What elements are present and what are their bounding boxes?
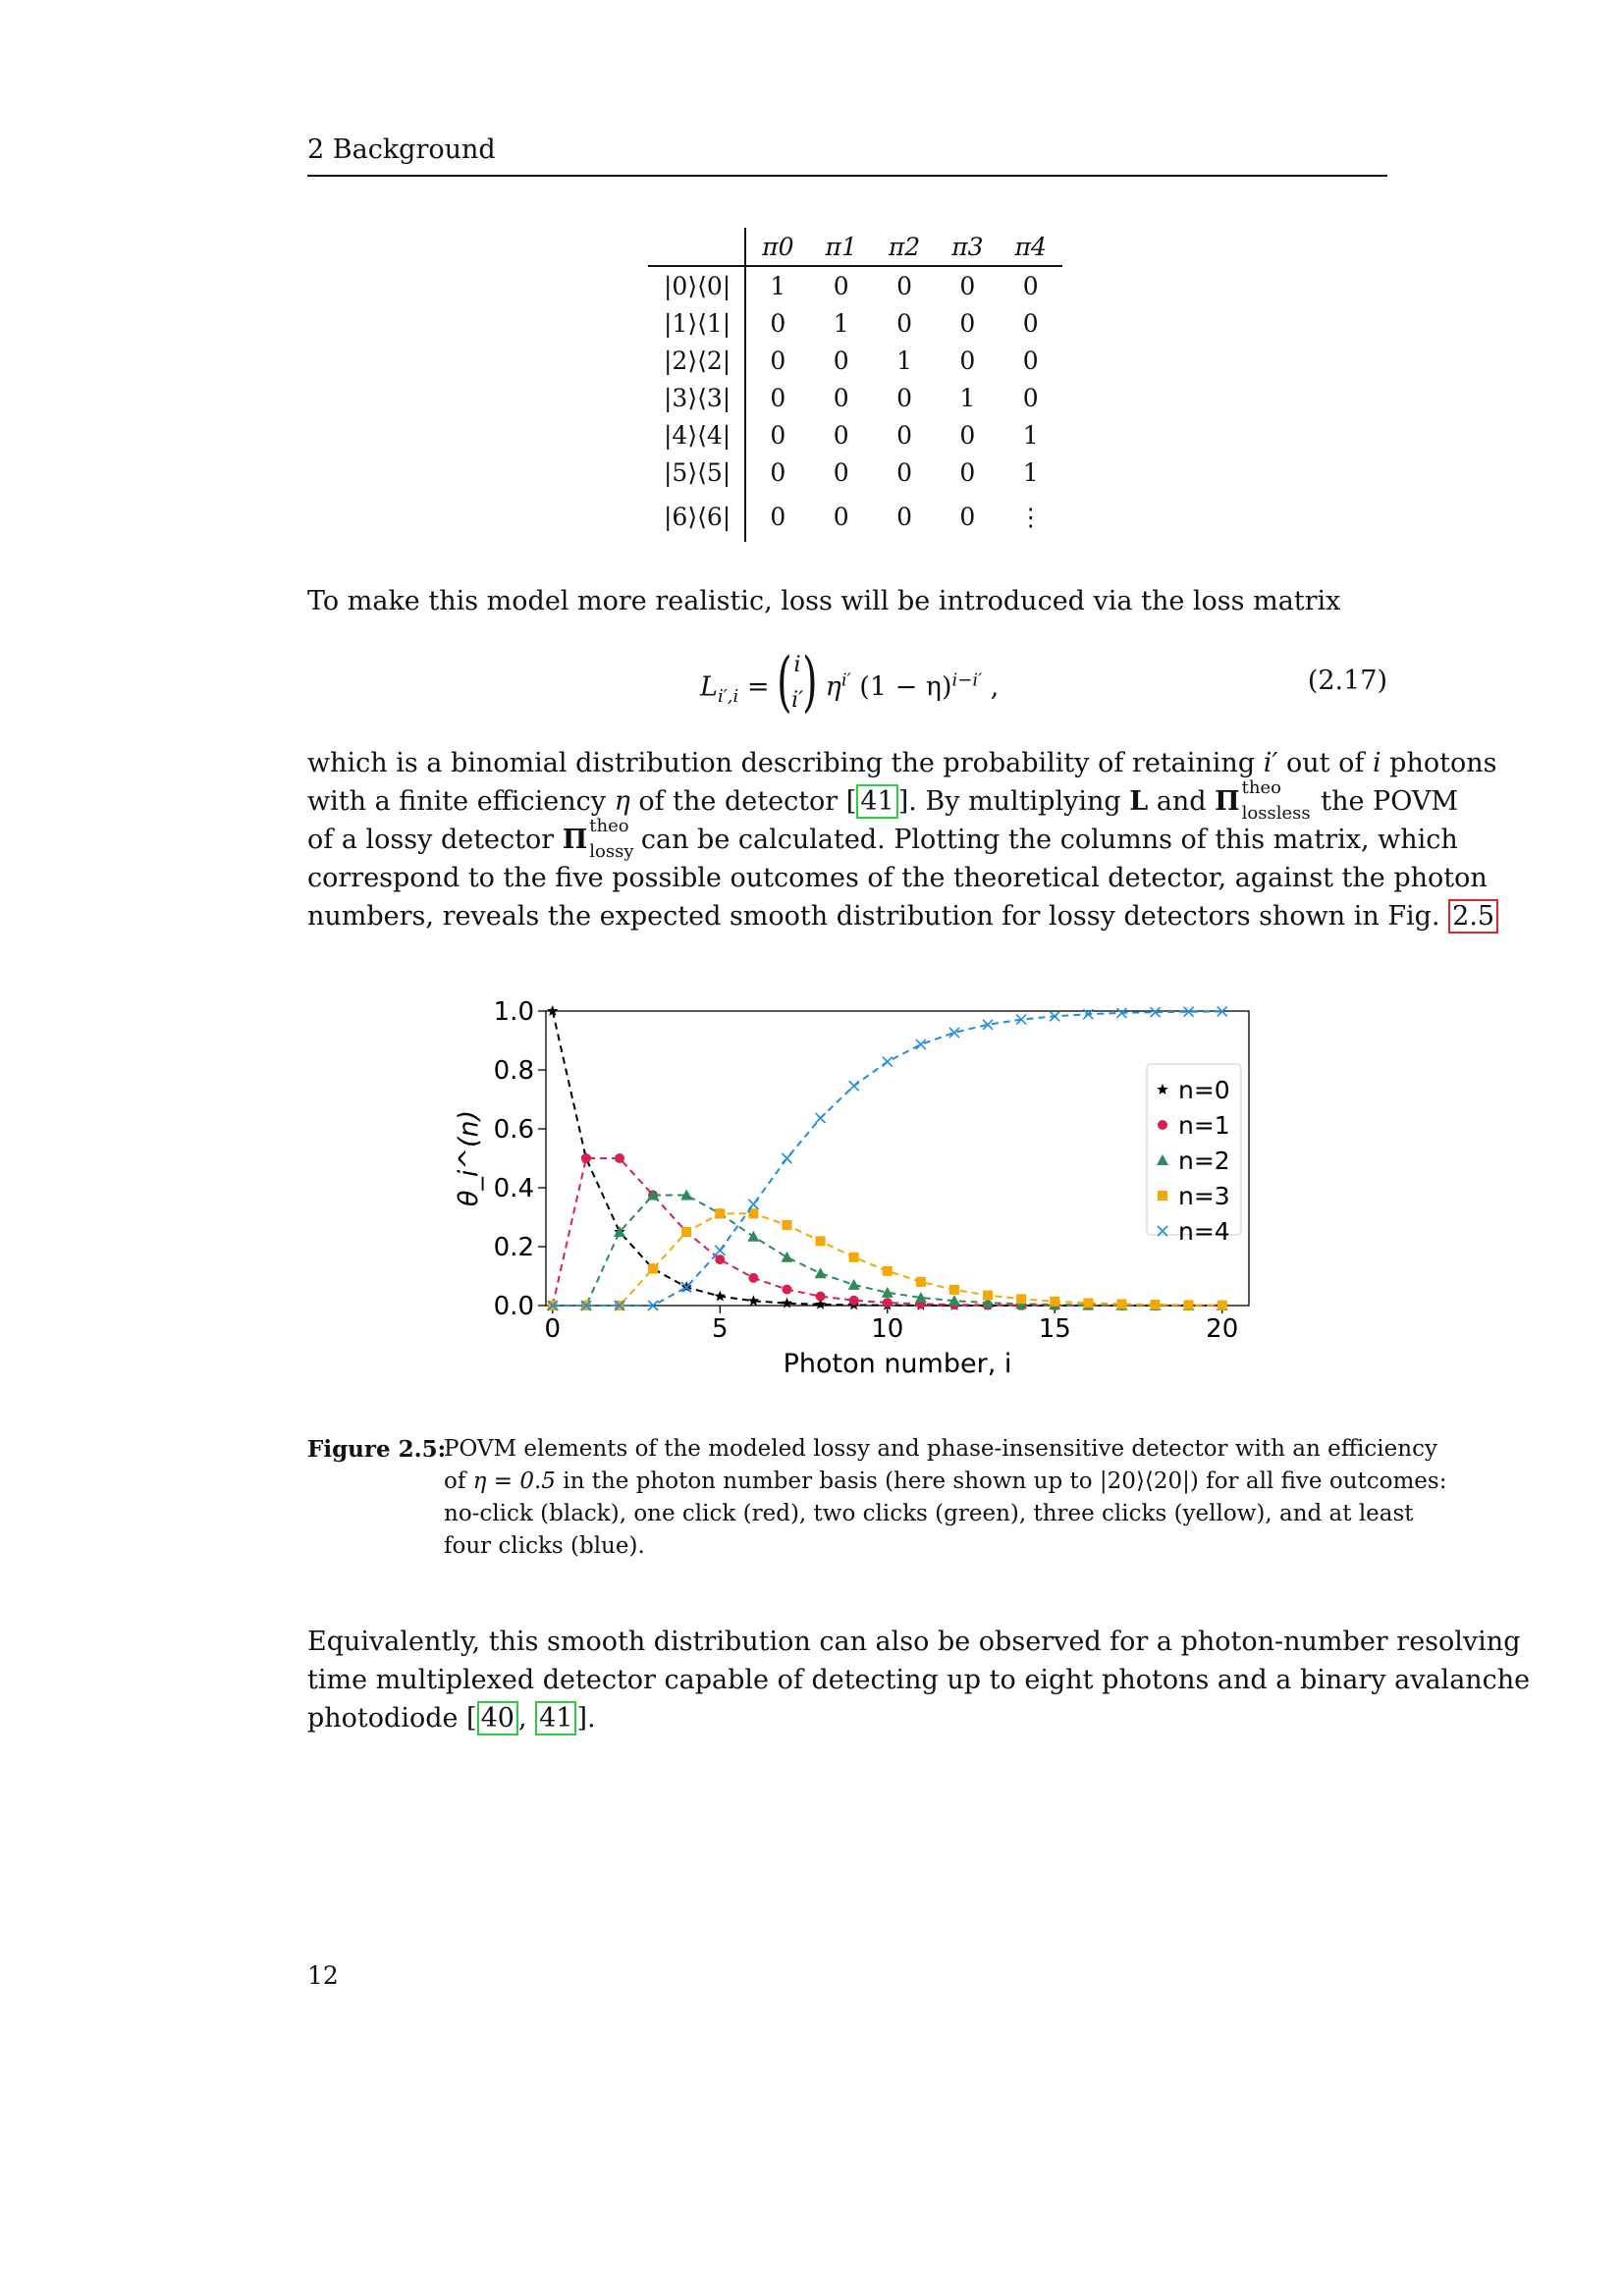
binom-left-paren: ( xyxy=(777,644,792,720)
data-point-circle xyxy=(782,1285,791,1295)
text-run: ]. xyxy=(576,1703,596,1734)
matrix-row-label: |4⟩⟨4| xyxy=(648,416,745,454)
matrix-cell: 1 xyxy=(1022,420,1039,450)
legend-label: n=3 xyxy=(1178,1182,1230,1210)
eq-mid-sup: i−i′ xyxy=(951,669,983,691)
matrix-col-header: π1 xyxy=(810,228,873,266)
matrix-col-header: π3 xyxy=(936,228,999,266)
matrix-cell: 0 xyxy=(896,502,912,531)
matrix-cell: 0 xyxy=(833,271,849,300)
math-sub: lossy xyxy=(589,841,634,862)
math-L: L xyxy=(1129,786,1149,817)
data-point-square xyxy=(816,1236,826,1246)
data-point-circle xyxy=(748,1273,758,1283)
figure-ref-link[interactable]: 2.5 xyxy=(1448,899,1498,934)
data-point-triangle xyxy=(781,1252,792,1262)
page-number: 12 xyxy=(307,1961,339,1990)
matrix-cell: 0 xyxy=(1022,308,1039,338)
matrix-cell: 0 xyxy=(896,383,912,412)
matrix-cell: 0 xyxy=(770,502,786,531)
data-point-x xyxy=(816,1113,826,1123)
text-run: can be calculated. Plotting the columns of this matrix, which xyxy=(632,825,1458,855)
matrix-cell: 0 xyxy=(770,308,786,338)
text-run: of xyxy=(444,1468,473,1494)
x-tick-label: 20 xyxy=(1206,1314,1239,1344)
y-tick-label: 0.6 xyxy=(493,1115,534,1145)
matrix-cell: 1 xyxy=(770,271,786,300)
data-point-square xyxy=(1083,1298,1093,1308)
text-run: photons xyxy=(1380,748,1497,778)
data-point-star xyxy=(782,1298,792,1308)
text-run: numbers, reveals the expected smooth distribution for lossy detectors shown in Fig. xyxy=(307,901,1449,932)
matrix-cell: 0 xyxy=(896,271,912,300)
math-supsub xyxy=(587,816,634,862)
data-point-square xyxy=(648,1264,658,1274)
series-line xyxy=(553,1011,1222,1306)
text-line xyxy=(307,816,1458,862)
matrix-cell: 0 xyxy=(1022,346,1039,375)
math-Pi: Π xyxy=(562,825,588,855)
text-line: time multiplexed detector capable of detecting up to eight photons and a binary avalanche xyxy=(307,1665,1531,1695)
paragraph-loss-intro xyxy=(307,582,1387,620)
math-i: i xyxy=(1372,748,1381,778)
text-run: in the photon number basis (here shown up to |20⟩⟨20|) for all five outcomes: xyxy=(555,1468,1447,1494)
matrix-cell: 0 xyxy=(833,457,849,487)
text-run: ]. By multiplying xyxy=(897,786,1130,817)
plot-frame xyxy=(546,1011,1249,1306)
lossless-povm-matrix xyxy=(648,228,1062,542)
binom-right-paren: ) xyxy=(802,644,818,720)
caption-text xyxy=(444,1433,1447,1563)
matrix-cell: 0 xyxy=(770,420,786,450)
y-axis-label: θ_i^(n) xyxy=(454,1109,484,1207)
data-point-square xyxy=(1050,1297,1059,1307)
text-run: photodiode [ xyxy=(307,1703,477,1734)
text-run: and xyxy=(1148,786,1216,817)
paragraph-equivalently xyxy=(307,1623,1531,1737)
text-run: of a lossy detector xyxy=(307,825,563,855)
text-line: Equivalently, this smooth distribution can also be observed for a photon-number resolving xyxy=(307,1627,1521,1657)
matrix-cell: 0 xyxy=(833,383,849,412)
equation-loss-matrix xyxy=(700,644,1000,723)
data-point-square xyxy=(949,1285,959,1295)
text-run: , xyxy=(517,1703,536,1734)
text-line: no-click (black), one click (red), two clicks (green), three clicks (yellow), and at least xyxy=(444,1501,1414,1526)
y-tick-label: 0.4 xyxy=(493,1174,534,1203)
matrix-cell: 0 xyxy=(896,308,912,338)
matrix-row-label: |1⟩⟨1| xyxy=(648,304,745,342)
matrix-cell: 0 xyxy=(959,271,976,300)
matrix-corner xyxy=(648,228,745,266)
data-point-triangle xyxy=(848,1279,860,1290)
running-header: 2 Background xyxy=(307,134,496,165)
data-point-x xyxy=(916,1040,926,1049)
math-Pi: Π xyxy=(1215,786,1240,817)
data-point-circle xyxy=(883,1298,893,1308)
header-rule xyxy=(307,175,1387,177)
matrix-row-label: |6⟩⟨6| xyxy=(648,491,745,542)
text-line xyxy=(444,1466,1447,1498)
y-tick-label: 0.0 xyxy=(493,1292,534,1321)
matrix-row xyxy=(648,379,1062,416)
legend-label: n=2 xyxy=(1178,1147,1230,1175)
data-point-x xyxy=(883,1057,893,1067)
data-point-square xyxy=(782,1220,791,1230)
matrix-col-header: π4 xyxy=(1000,228,1062,266)
data-point-circle xyxy=(615,1153,624,1163)
matrix-row-label: |2⟩⟨2| xyxy=(648,342,745,379)
math-sup: theo xyxy=(1241,777,1281,798)
text-line xyxy=(307,744,1497,782)
eq-lhs: L xyxy=(700,671,718,703)
x-tick-label: 5 xyxy=(712,1314,729,1344)
matrix-row xyxy=(648,491,1062,542)
eq-mid: (1 − η) xyxy=(859,671,952,703)
eq-equals: = xyxy=(746,671,770,703)
matrix-header-row xyxy=(648,228,1062,266)
data-point-triangle xyxy=(815,1267,827,1278)
series-line xyxy=(553,1158,1222,1306)
matrix-cell: 0 xyxy=(896,457,912,487)
data-point-square xyxy=(1116,1299,1126,1308)
math-eta: η = 0.5 xyxy=(472,1468,556,1494)
data-point-square xyxy=(1016,1294,1026,1304)
matrix-cell: 0 xyxy=(833,346,849,375)
y-tick-label: 0.8 xyxy=(493,1056,534,1086)
math-i-prime: i′ xyxy=(1263,748,1278,778)
data-point-square xyxy=(1218,1301,1227,1310)
text-line xyxy=(307,1699,1387,1737)
series-line xyxy=(553,1011,1222,1306)
data-point-square xyxy=(1151,1300,1161,1309)
eq-eta-sup: i′ xyxy=(840,669,851,691)
matrix-row xyxy=(648,342,1062,379)
matrix-row xyxy=(648,416,1062,454)
matrix-cell: 0 xyxy=(959,502,976,531)
x-tick-label: 10 xyxy=(871,1314,904,1344)
text-run: of the detector [ xyxy=(629,786,857,817)
math-sub: lossless xyxy=(1241,803,1311,824)
data-point-circle xyxy=(715,1255,725,1264)
text-line: To make this model more realistic, loss will be introduced via the loss matrix xyxy=(307,586,1341,616)
matrix-cell: 1 xyxy=(1022,457,1039,487)
data-point-circle xyxy=(1158,1120,1167,1130)
matrix-row xyxy=(648,304,1062,342)
binom-top: i xyxy=(793,653,801,677)
x-tick-label: 15 xyxy=(1038,1314,1071,1344)
data-point-triangle xyxy=(747,1231,759,1242)
data-point-star xyxy=(715,1291,726,1302)
x-axis-label: Photon number, i xyxy=(783,1349,1012,1379)
text-line: correspond to the five possible outcomes of the theoretical detector, against the photon xyxy=(307,863,1488,893)
matrix-col-header: π0 xyxy=(745,228,809,266)
math-eta: η xyxy=(614,786,630,817)
eq-eta: η xyxy=(825,671,841,703)
data-point-star xyxy=(748,1295,759,1306)
data-point-square xyxy=(983,1291,993,1301)
data-point-x xyxy=(748,1200,758,1209)
text-line xyxy=(307,897,1495,935)
matrix-row xyxy=(648,454,1062,491)
x-tick-label: 0 xyxy=(544,1314,562,1344)
text-run: with a finite efficiency xyxy=(307,786,615,817)
data-point-square xyxy=(681,1227,691,1237)
data-point-x xyxy=(849,1081,859,1091)
text-run: out of xyxy=(1277,748,1373,778)
data-point-square xyxy=(883,1266,893,1276)
matrix-cell: 0 xyxy=(896,420,912,450)
matrix-cell: 0 xyxy=(770,346,786,375)
matrix-cell: 0 xyxy=(770,383,786,412)
data-point-square xyxy=(1158,1191,1167,1201)
matrix-row-label: |0⟩⟨0| xyxy=(648,266,745,304)
matrix-row-label: |3⟩⟨3| xyxy=(648,379,745,416)
matrix-cell: 0 xyxy=(959,420,976,450)
matrix-cell: 0 xyxy=(770,457,786,487)
series-n=2 xyxy=(547,1190,1228,1311)
eq-tail: , xyxy=(990,671,1000,703)
data-point-circle xyxy=(816,1292,826,1302)
caption-label: Figure 2.5: xyxy=(307,1436,447,1463)
binom-bottom: i′ xyxy=(791,688,804,713)
data-point-square xyxy=(916,1277,926,1287)
matrix-cell: 1 xyxy=(896,346,912,375)
data-point-square xyxy=(715,1208,725,1218)
matrix-cell: ⋮ xyxy=(1018,502,1044,531)
povm-chart xyxy=(432,982,1276,1394)
text-line xyxy=(307,777,1459,824)
eq-lhs-sub: i′,i xyxy=(717,685,739,707)
text-run: which is a binomial distribution describing the probability of retaining xyxy=(307,748,1264,778)
data-point-x xyxy=(715,1246,725,1255)
equation-number: (2.17) xyxy=(1307,666,1387,696)
matrix-row-label: |5⟩⟨5| xyxy=(648,454,745,491)
data-point-circle xyxy=(581,1153,591,1163)
y-tick-label: 1.0 xyxy=(493,997,534,1027)
matrix-col-header: π2 xyxy=(873,228,936,266)
math-supsub xyxy=(1240,777,1313,824)
matrix-row xyxy=(648,266,1062,304)
data-point-circle xyxy=(849,1296,859,1306)
legend-label: n=1 xyxy=(1178,1111,1230,1140)
paragraph-binomial xyxy=(307,744,1497,935)
y-tick-label: 0.2 xyxy=(493,1233,534,1262)
matrix-cell: 0 xyxy=(959,457,976,487)
matrix-cell: 0 xyxy=(1022,383,1039,412)
chart-legend xyxy=(1147,1064,1241,1246)
matrix-cell: 0 xyxy=(1022,271,1039,300)
text-line: POVM elements of the modeled lossy and phase-insensitive detector with an efficiency xyxy=(444,1436,1437,1462)
legend-label: n=0 xyxy=(1178,1076,1230,1104)
matrix-cell: 0 xyxy=(833,502,849,531)
data-point-square xyxy=(849,1253,859,1262)
matrix-cell: 1 xyxy=(833,308,849,338)
citation-link[interactable]: 41 xyxy=(535,1701,576,1735)
citation-link[interactable]: 40 xyxy=(477,1701,518,1735)
data-point-x xyxy=(782,1153,791,1163)
text-line: four clicks (blue). xyxy=(444,1533,645,1559)
text-run: the POVM xyxy=(1312,786,1459,817)
matrix-cell: 0 xyxy=(959,308,976,338)
citation-link[interactable]: 41 xyxy=(856,784,897,819)
matrix-cell: 1 xyxy=(959,383,976,412)
binomial-coefficient xyxy=(777,644,818,723)
matrix-cell: 0 xyxy=(959,346,976,375)
matrix-cell: 0 xyxy=(833,420,849,450)
math-sup: theo xyxy=(589,816,629,836)
data-point-square xyxy=(1184,1300,1194,1309)
legend-label: n=4 xyxy=(1178,1217,1230,1246)
